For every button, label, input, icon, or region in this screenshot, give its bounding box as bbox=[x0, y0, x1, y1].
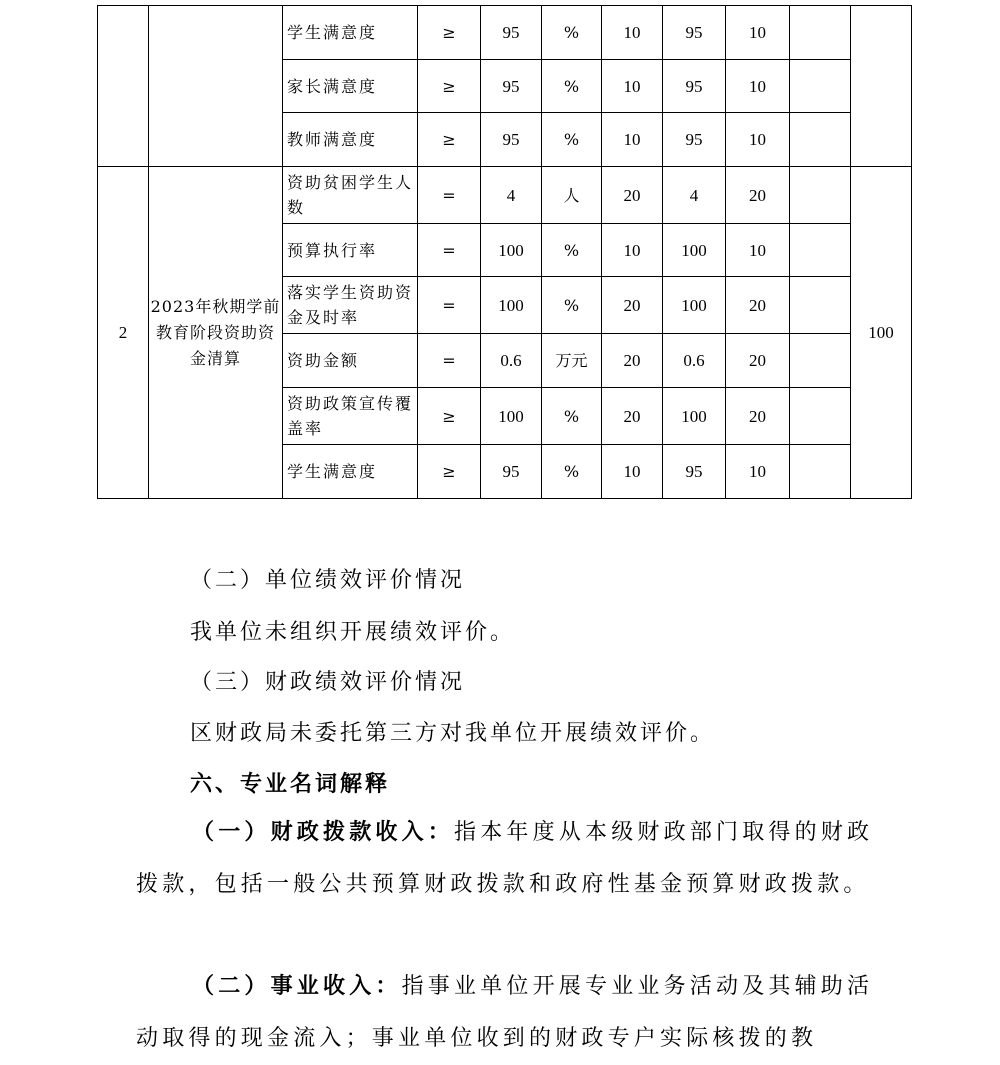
actual-value-cell: 100 bbox=[663, 224, 726, 277]
operator-cell: ≥ bbox=[418, 388, 481, 445]
section-body-unit-evaluation: 我单位未组织开展绩效评价。 bbox=[190, 620, 516, 645]
glossary-term-business-income bbox=[136, 960, 896, 1065]
remark-cell bbox=[790, 60, 851, 113]
remark-cell bbox=[790, 224, 851, 277]
section-heading-glossary: 六、专业名词解释 bbox=[190, 771, 391, 797]
score-cell: 10 bbox=[726, 113, 790, 167]
indicator-cell: 资助贫困学生人数 bbox=[283, 167, 418, 224]
indicator-cell: 家长满意度 bbox=[283, 60, 418, 113]
actual-value-cell: 95 bbox=[663, 60, 726, 113]
actual-value-cell: 100 bbox=[663, 388, 726, 445]
weight-cell: 20 bbox=[602, 277, 663, 334]
project-name-cell: 2023年秋期学前教育阶段资助资金清算 bbox=[149, 167, 283, 499]
target-value-cell: 95 bbox=[481, 113, 542, 167]
unit-cell: % bbox=[542, 113, 602, 167]
indicator-cell: 资助金额 bbox=[283, 334, 418, 388]
glossary-term-fiscal-appropriation bbox=[136, 806, 896, 911]
indicator-cell: 预算执行率 bbox=[283, 224, 418, 277]
section-heading-unit-evaluation: （二）单位绩效评价情况 bbox=[190, 568, 466, 593]
score-cell: 10 bbox=[726, 224, 790, 277]
remark-cell bbox=[790, 113, 851, 167]
performance-table bbox=[97, 5, 912, 499]
project-total-cell bbox=[851, 6, 912, 167]
table-row bbox=[98, 6, 912, 60]
unit-cell: % bbox=[542, 388, 602, 445]
remark-cell bbox=[790, 334, 851, 388]
score-cell: 20 bbox=[726, 167, 790, 224]
term-definition: 指本年度从本级财政部门取得的财政拨款，包括一般公共预算财政拨款和政府性基金预算财政拨款。 bbox=[136, 820, 874, 897]
target-value-cell: 95 bbox=[481, 60, 542, 113]
indicator-cell: 教师满意度 bbox=[283, 113, 418, 167]
score-cell: 20 bbox=[726, 334, 790, 388]
score-cell: 10 bbox=[726, 445, 790, 499]
project-name-cell bbox=[149, 6, 283, 167]
indicator-cell: 学生满意度 bbox=[283, 445, 418, 499]
project-total-cell: 100 bbox=[851, 167, 912, 499]
remark-cell bbox=[790, 388, 851, 445]
target-value-cell: 100 bbox=[481, 277, 542, 334]
operator-cell: = bbox=[418, 277, 481, 334]
target-value-cell: 100 bbox=[481, 224, 542, 277]
project-index-cell bbox=[98, 6, 149, 167]
indicator-cell: 落实学生资助资金及时率 bbox=[283, 277, 418, 334]
weight-cell: 20 bbox=[602, 334, 663, 388]
actual-value-cell: 4 bbox=[663, 167, 726, 224]
project-index-cell: 2 bbox=[98, 167, 149, 499]
indicator-cell: 资助政策宣传覆盖率 bbox=[283, 388, 418, 445]
unit-cell: 人 bbox=[542, 167, 602, 224]
unit-cell: % bbox=[542, 6, 602, 60]
unit-cell: % bbox=[542, 277, 602, 334]
remark-cell bbox=[790, 277, 851, 334]
weight-cell: 20 bbox=[602, 167, 663, 224]
score-cell: 10 bbox=[726, 60, 790, 113]
operator-cell: = bbox=[418, 224, 481, 277]
section-body-finance-evaluation: 区财政局未委托第三方对我单位开展绩效评价。 bbox=[190, 721, 716, 746]
weight-cell: 20 bbox=[602, 388, 663, 445]
weight-cell: 10 bbox=[602, 445, 663, 499]
weight-cell: 10 bbox=[602, 6, 663, 60]
target-value-cell: 4 bbox=[481, 167, 542, 224]
score-cell: 10 bbox=[726, 6, 790, 60]
remark-cell bbox=[790, 6, 851, 60]
table-row bbox=[98, 167, 912, 224]
weight-cell: 10 bbox=[602, 113, 663, 167]
operator-cell: ≥ bbox=[418, 445, 481, 499]
term-label: （一）财政拨款收入： bbox=[192, 819, 455, 845]
target-value-cell: 0.6 bbox=[481, 334, 542, 388]
actual-value-cell: 95 bbox=[663, 6, 726, 60]
target-value-cell: 95 bbox=[481, 6, 542, 60]
operator-cell: ≥ bbox=[418, 113, 481, 167]
unit-cell: 万元 bbox=[542, 334, 602, 388]
operator-cell: ≥ bbox=[418, 6, 481, 60]
term-definition: 指事业单位开展专业业务活动及其辅助活动取得的现金流入；事业单位收到的财政专户实际核拨的教 bbox=[136, 974, 874, 1051]
operator-cell: = bbox=[418, 334, 481, 388]
remark-cell bbox=[790, 167, 851, 224]
target-value-cell: 95 bbox=[481, 445, 542, 499]
unit-cell: % bbox=[542, 224, 602, 277]
section-heading-finance-evaluation: （三）财政绩效评价情况 bbox=[190, 670, 466, 695]
unit-cell: % bbox=[542, 60, 602, 113]
actual-value-cell: 100 bbox=[663, 277, 726, 334]
actual-value-cell: 95 bbox=[663, 445, 726, 499]
operator-cell: = bbox=[418, 167, 481, 224]
indicator-cell: 学生满意度 bbox=[283, 6, 418, 60]
actual-value-cell: 95 bbox=[663, 113, 726, 167]
operator-cell: ≥ bbox=[418, 60, 481, 113]
score-cell: 20 bbox=[726, 388, 790, 445]
weight-cell: 10 bbox=[602, 224, 663, 277]
score-cell: 20 bbox=[726, 277, 790, 334]
term-label: （二）事业收入： bbox=[192, 973, 402, 999]
target-value-cell: 100 bbox=[481, 388, 542, 445]
weight-cell: 10 bbox=[602, 60, 663, 113]
remark-cell bbox=[790, 445, 851, 499]
unit-cell: % bbox=[542, 445, 602, 499]
actual-value-cell: 0.6 bbox=[663, 334, 726, 388]
